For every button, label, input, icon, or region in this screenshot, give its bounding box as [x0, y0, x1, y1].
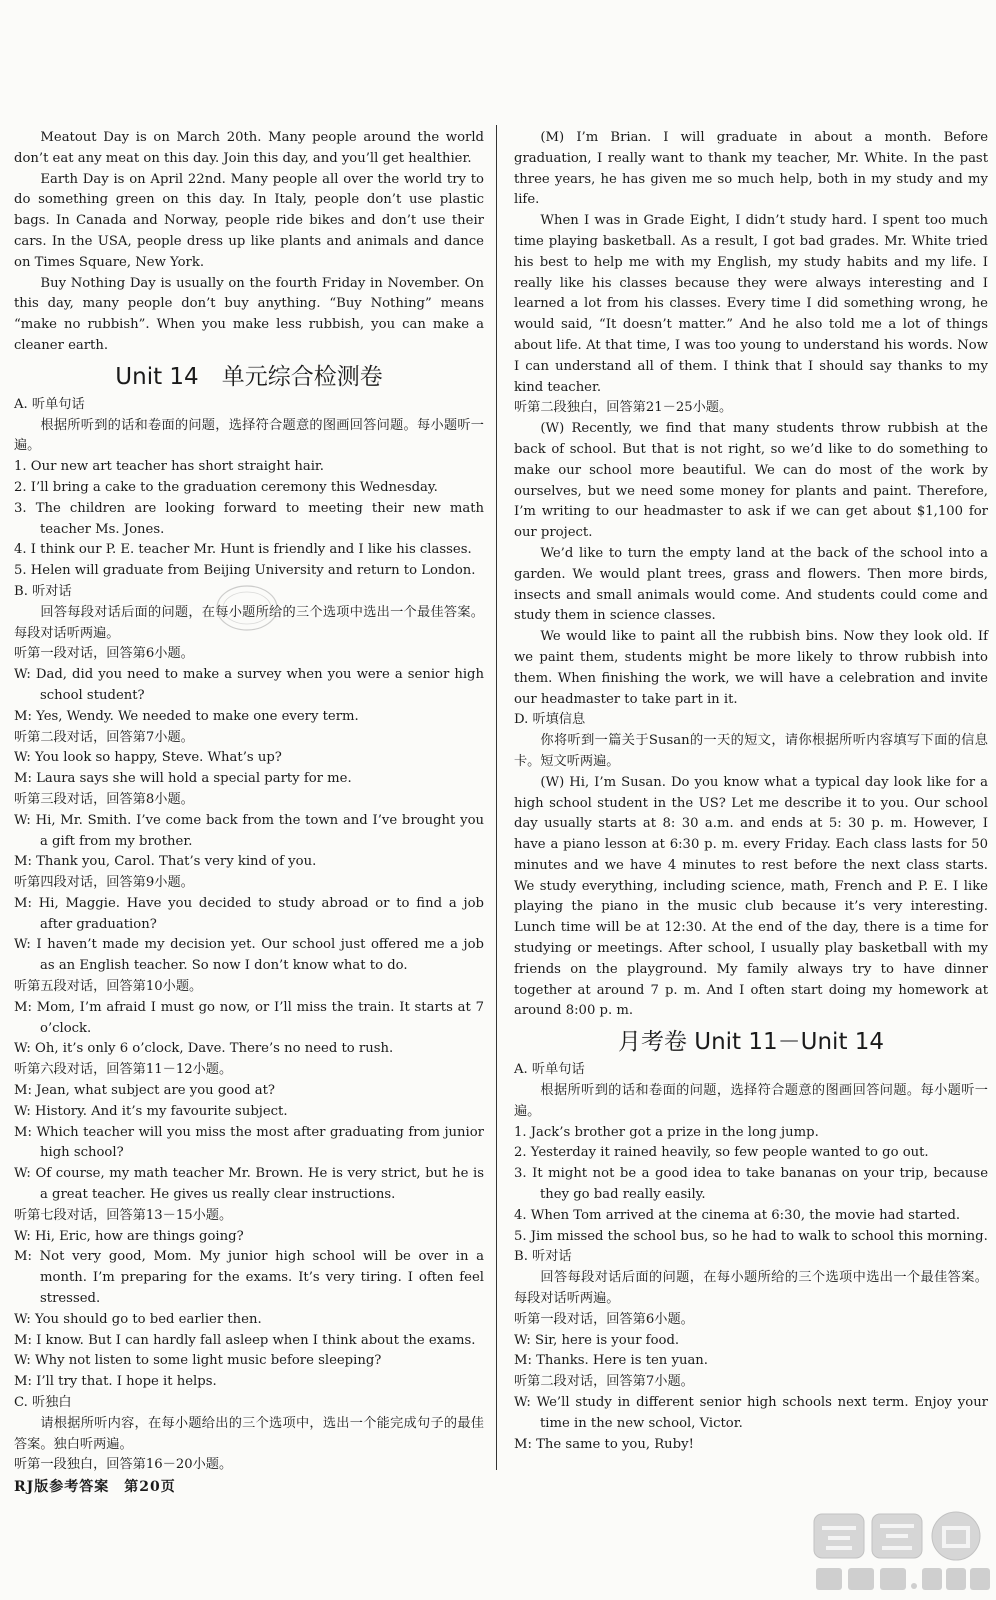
list-item: W: You should go to bed earlier then.	[14, 1311, 262, 1327]
section-heading: 听第二段独白，回答第21－25小题。	[514, 400, 733, 416]
page-footer: RJ版参考答案 第20页	[14, 1479, 176, 1495]
paragraph: Meatout Day is on March 20th. Many people around the world don’t eat any meat on this day. Join this day, and you’ll get healthier.	[14, 130, 484, 166]
list-item: 5. Helen will graduate from Beijing University and return to London.	[14, 563, 476, 579]
list-item: W: Sir, here is your food.	[514, 1332, 680, 1348]
list-item: M: Mom, I’m afraid I must go now, or I’ll miss the train. It starts at 7 o’clock.	[14, 999, 484, 1036]
paragraph: When I was in Grade Eight, I didn’t study hard. I spent too much time playing basketball. As a result, I got bad grades. Mr. White tried his best to help me with my English, my study habits and my life. I really like his classes because they were always interesting and I learned a lot from his classes. Every time I did something wrong, he would said, “It doesn’t matter.” And he also told me a lot of things about life. At that time, I was too young to understand his words. Now I can understand all of them. I think that I should say thanks to my kind teacher.	[514, 213, 988, 395]
section-heading: B. 听对话	[514, 1249, 572, 1265]
section-heading: 听第三段对话，回答第8小题。	[14, 791, 194, 807]
list-item: 1. Jack’s brother got a prize in the long jump.	[514, 1124, 819, 1140]
list-item: M: Jean, what subject are you good at?	[14, 1083, 276, 1099]
section-heading: 听第四段对话，回答第9小题。	[14, 875, 194, 891]
list-item: 1. Our new art teacher has short straight hair.	[14, 459, 324, 475]
list-item: M: Hi, Maggie. Have you decided to study abroad or to find a job after graduation?	[14, 895, 484, 932]
section-heading: A. 听单句话	[514, 1062, 585, 1078]
section-heading: 听第一段对话，回答第6小题。	[14, 646, 194, 662]
section-heading: A. 听单句话	[14, 396, 85, 412]
list-item: M: Thanks. Here is ten yuan.	[514, 1353, 708, 1369]
column-divider	[496, 125, 497, 1470]
section-heading: C. 听独白	[14, 1395, 72, 1411]
section-heading: 听第二段对话，回答第7小题。	[14, 729, 194, 745]
list-item: 3. The children are looking forward to meeting their new math teacher Ms. Jones.	[14, 500, 484, 537]
paragraph: (W) Hi, I’m Susan. Do you know what a typical day look like for a high school student in the US? Let me describe it to you. Our school day usually starts at 8: 30 a.m. and ends at 5: 30 p. m. However, I have a piano lesson at 6:30 p. m. every Friday. Each class lasts for 50 minutes and we have 4 minutes to rest before the next class starts. We study everything, including science, math, French and P. E. I like playing the piano in the music club because it’s very interesting. Lunch time will be at 12:30. At the end of the day, there is a time for studying or meetings. After school, I usually play basketball with my friends on the playground. My family always try to have dinner together at around 7 p. m. And I often start doing my homework at around 8:00 p. m.	[514, 774, 988, 1019]
instruction-text: 根据所听到的话和卷面的问题，选择符合题意的图画回答问题。每小题听一遍。	[514, 1083, 988, 1119]
paragraph: We’d like to turn the empty land at the back of the school into a garden. We would plant trees, grass and flowers. Then more birds, insects and small animals would come. And students could come and study them in science classes.	[514, 545, 988, 624]
list-item: W: Why not listen to some light music before sleeping?	[14, 1353, 382, 1369]
instruction-text: 回答每段对话后面的问题，在每小题所给的三个选项中选出一个最佳答案。每段对话听两遍。	[514, 1270, 988, 1307]
list-item: 2. I’ll bring a cake to the graduation ceremony this Wednesday.	[14, 479, 438, 495]
list-item: W: You look so happy, Steve. What’s up?	[14, 750, 282, 766]
unit-title: 月考卷 Unit 11－Unit 14	[617, 1029, 885, 1056]
instruction-text: 回答每段对话后面的问题，在每小题所给的三个选项中选出一个最佳答案。每段对话听两遍。	[14, 604, 484, 641]
list-item: W: Of course, my math teacher Mr. Brown. He is very strict, but he is a great teacher. He gives us really clear instructions.	[14, 1166, 484, 1203]
list-item: M: I’ll try that. I hope it helps.	[14, 1374, 217, 1390]
list-item: M: Laura says she will hold a special party for me.	[14, 771, 352, 787]
list-item: M: Thank you, Carol. That’s very kind of you.	[14, 854, 317, 870]
paragraph: (W) Recently, we find that many students throw rubbish at the back of school. But that is not right, so we’d like to do something to make our school more beautiful. We can do most of the work by ourselves, but we need some money for plants and paint. Therefore, I’m writing to our headmaster to ask if we can get about $1,100 for our project.	[514, 421, 988, 541]
list-item: M: I know. But I can hardly fall asleep when I think about the exams.	[14, 1332, 476, 1348]
list-item: 5. Jim missed the school bus, so he had to walk to school this morning.	[514, 1228, 988, 1244]
list-item: W: History. And it’s my favourite subject.	[14, 1103, 288, 1119]
section-heading: 听第一段对话，回答第6小题。	[514, 1311, 694, 1327]
list-item: W: We’ll study in different senior high schools next term. Enjoy your time in the new school, Victor.	[514, 1395, 988, 1431]
section-heading: 听第七段对话，回答第13－15小题。	[14, 1207, 233, 1223]
section-heading: 听第一段独白，回答第16－20小题。	[14, 1457, 233, 1473]
list-item: 3. It might not be a good idea to take bananas on your trip, because they go bad really easily.	[514, 1166, 988, 1203]
list-item: W: Hi, Mr. Smith. I’ve come back from the town and I’ve brought you a gift from my brother.	[14, 812, 484, 849]
paragraph: Earth Day is on April 22nd. Many people all over the world try to do something green on this day. In Italy, people don’t use plastic bags. In Canada and Norway, people ride bikes and don’t use their cars. In the USA, people dress up like plants and animals and dance on Times Square, New York.	[14, 171, 484, 270]
list-item: M: Not very good, Mom. My junior high school will be over in a month. I’m preparing for the exams. It’s very tiring. I often feel stressed.	[14, 1249, 484, 1307]
paragraph: (M) I’m Brian. I will graduate in about a month. Before graduation, I really want to thank my teacher, Mr. White. In the past three years, he has given me so much help, both in my study and my life.	[514, 130, 988, 208]
paragraph: Buy Nothing Day is usually on the fourth Friday in November. On this day, many people don’t buy anything. “Buy Nothing” means “make no rubbish”. When you make less rubbish, you can make a cleaner earth.	[14, 275, 484, 353]
paragraph: We would like to paint all the rubbish bins. Now they look old. If we paint them, students might be more likely to throw rubbish into them. When finishing the work, we will have a celebration and invite our headmaster to take part in it.	[514, 629, 988, 707]
list-item: M: Yes, Wendy. We needed to make one every term.	[14, 708, 359, 724]
list-item: W: I haven’t made my decision yet. Our school just offered me a job as an English teacher. So now I don’t know what to do.	[14, 937, 484, 974]
list-item: W: Hi, Eric, how are things going?	[14, 1228, 244, 1244]
list-item: W: Oh, it’s only 6 o’clock, Dave. There’s no need to rush.	[14, 1041, 394, 1057]
left-column	[14, 128, 484, 1476]
unit-title: Unit 14 单元综合检测卷	[115, 363, 383, 390]
list-item: M: Which teacher will you miss the most after graduating from junior high school?	[14, 1124, 484, 1161]
list-item: 2. Yesterday it rained heavily, so few people wanted to go out.	[514, 1145, 929, 1161]
list-item: W: Dad, did you need to make a survey when you were a senior high school student?	[14, 667, 484, 703]
list-item: 4. I think our P. E. teacher Mr. Hunt is friendly and I like his classes.	[14, 542, 472, 558]
stamp-watermark	[214, 582, 280, 634]
section-heading: D. 听填信息	[514, 712, 586, 728]
right-column	[514, 128, 988, 1455]
watermark-logo	[808, 1508, 992, 1594]
instruction-text: 你将听到一篇关于Susan的一天的短文，请你根据所听内容填写下面的信息卡。短文听两遍。	[514, 733, 988, 769]
instruction-text: 根据所听到的话和卷面的问题，选择符合题意的图画回答问题。每小题听一遍。	[14, 417, 484, 454]
section-heading: 听第五段对话，回答第10小题。	[14, 979, 203, 995]
list-item: M: The same to you, Ruby!	[514, 1436, 694, 1452]
section-heading: 听第六段对话，回答第11－12小题。	[14, 1062, 233, 1078]
instruction-text: 请根据所听内容，在每小题给出的三个选项中，选出一个能完成句子的最佳答案。独白听两遍。	[14, 1415, 484, 1452]
section-heading: B. 听对话	[14, 583, 72, 599]
section-heading: 听第二段对话，回答第7小题。	[514, 1374, 694, 1390]
list-item: 4. When Tom arrived at the cinema at 6:30, the movie had started.	[514, 1207, 961, 1223]
